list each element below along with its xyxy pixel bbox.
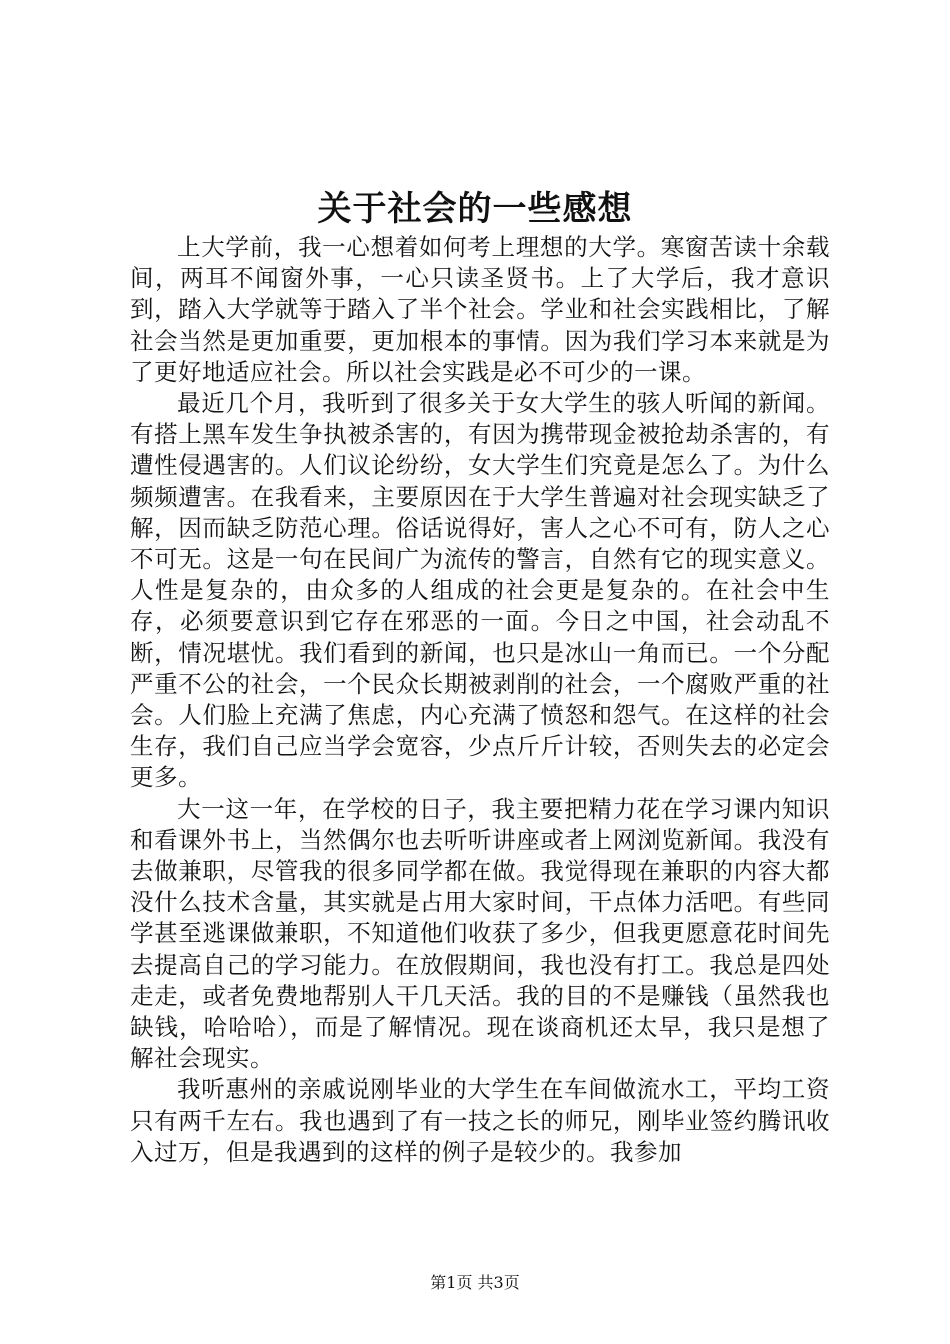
paragraph-4: 我听惠州的亲戚说刚毕业的大学生在车间做流水工，平均工资只有两千左右。我也遇到了有一技之长的师兄，刚毕业签约腾讯收入过万，但是我遇到的这样的例子是较少的。我参加 [130,1075,830,1166]
page-number-footer: 第1页 共3页 [430,1273,520,1292]
paragraph-2: 最近几个月，我听到了很多关于女大学生的骇人听闻的新闻。有搭上黑车发生争执被杀害的，有因为携带现金被抢劫杀害的，有遭性侵遇害的。人们议论纷纷，女大学生们究竟是怎么了。为什么频频遭害。在我看来，主要原因在于大学生普遍对社会现实缺乏了解，因而缺乏防范心理。俗话说得好，害人之心不可有，防人之心不可无。这是一句在民间广为流传的警言，自然有它的现实意义。人性是复杂的，由众多的人组成的社会更是复杂的。在社会中生存，必须要意识到它存在邪恶的一面。今日之中国，社会动乱不断，情况堪忧。我们看到的新闻，也只是冰山一角而已。一个分配严重不公的社会，一个民众长期被剥削的社会，一个腐败严重的社会。人们脸上充满了焦虑，内心充满了愤怒和怨气。在这样的社会生存，我们自己应当学会宽容，少点斤斤计较，否则失去的必定会更多。 [130,389,830,792]
document-title: 关于社会的一些感想 [317,189,633,229]
paragraph-3: 大一这一年，在学校的日子，我主要把精力花在学习课内知识和看课外书上，当然偶尔也去听听讲座或者上网浏览新闻。我没有去做兼职，尽管我的很多同学都在做。我觉得现在兼职的内容大都没什么技术含量，其实就是占用大家时间，干点体力活吧。有些同学甚至逃课做兼职，不知道他们收获了多少，但我更愿意花时间先去提高自己的学习能力。在放假期间，我也没有打工。我总是四处走走，或者免费地帮别人干几天活。我的目的不是赚钱（虽然我也缺钱，哈哈哈），而是了解情况。现在谈商机还太早，我只是想了解社会现实。 [130,794,830,1073]
document-body [130,232,830,1168]
paragraph-1: 上大学前，我一心想着如何考上理想的大学。寒窗苦读十余载间，两耳不闻窗外事，一心只读圣贤书。上了大学后，我才意识到，踏入大学就等于踏入了半个社会。学业和社会实践相比，了解社会当然是更加重要，更加根本的事情。因为我们学习本来就是为了更好地适应社会。所以社会实践是必不可少的一课。 [130,233,830,386]
